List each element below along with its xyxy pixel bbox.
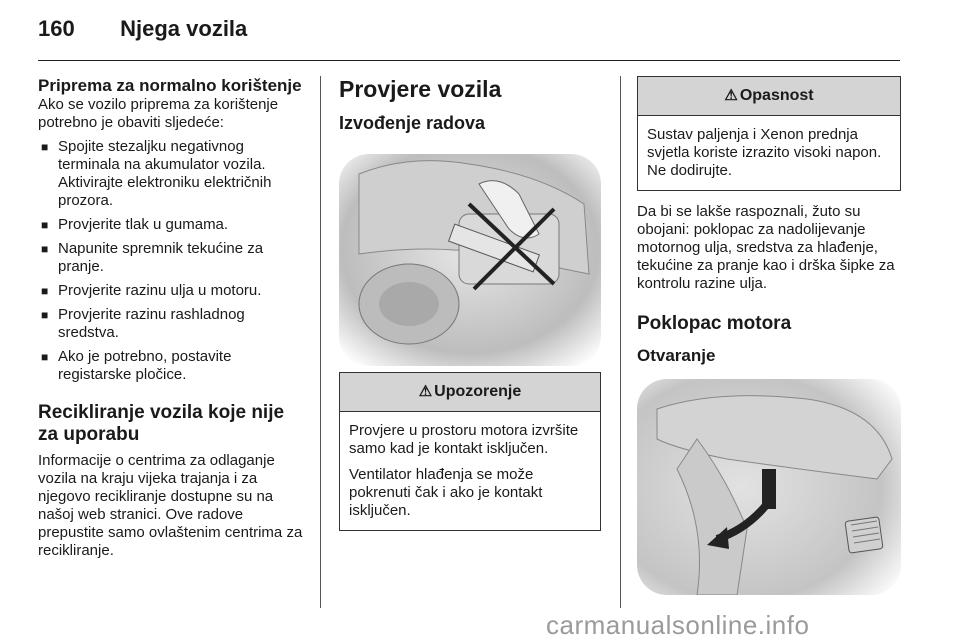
watermark: carmanualsonline.info <box>546 610 810 640</box>
section-title-vehicle-checks: Provjere vozila <box>339 76 502 102</box>
section-title-hood: Poklopac motora <box>637 313 792 334</box>
engine-bay-image <box>339 154 601 366</box>
column-divider <box>620 76 621 608</box>
warning-text: Ventilator hlađenja se može pokrenuti čak i ako je kontakt isključen. <box>349 466 543 519</box>
section-heading-recycling: Recikliranje vozila koje nije za uporabu <box>38 402 285 445</box>
column-3 <box>637 76 901 595</box>
checklist <box>38 138 306 384</box>
danger-heading: Opasnost <box>739 87 814 104</box>
list-item: ■ Provjerite razinu ulja u motoru. <box>38 282 306 300</box>
subsection-title: Izvođenje radova <box>339 113 486 133</box>
list-item: ■ Napunite spremnik tekućine za pranje. <box>38 240 306 276</box>
column-divider <box>320 76 321 608</box>
danger-text: Sustav paljenja i Xenon prednja svjetla koriste izrazito visoki napon. Ne dodirujte. <box>647 126 882 179</box>
warning-box-body <box>340 412 600 530</box>
page-header <box>38 16 247 42</box>
hood-release-image <box>637 379 901 595</box>
page-title: Njega vozila <box>120 16 248 41</box>
list-item: ■ Ako je potrebno, postavite registarske pločice. <box>38 348 306 384</box>
hood-release-illustration <box>637 379 901 595</box>
warning-box-header <box>340 373 600 412</box>
list-item: ■ Provjerite tlak u gumama. <box>38 216 306 234</box>
section-heading-preparation: Priprema za normalno korištenje <box>38 76 302 95</box>
color-coding-text: Da bi se lakše raspoznali, žuto su obojani: poklopac za nadolijevanje motornog ulja, sredstva za hlađenje, tekućine za pranje kao i drška šipke za kontrolu razine ulja. <box>637 203 895 292</box>
header-rule <box>38 60 900 61</box>
engine-bay-illustration <box>339 154 601 366</box>
warning-heading: Upozorenje <box>434 383 522 400</box>
warning-triangle-icon: ⚠ <box>418 383 433 400</box>
subsection-title-opening: Otvaranje <box>637 346 716 365</box>
warning-triangle-icon: ⚠ <box>724 87 738 104</box>
danger-box <box>637 76 901 191</box>
page-number: 160 <box>38 16 75 41</box>
column-2 <box>339 76 601 531</box>
danger-box-body <box>638 116 900 190</box>
list-item: ■ Provjerite razinu rashladnog sredstva. <box>38 306 306 342</box>
recycling-text: Informacije o centrima za odlaganje vozila na kraju vijeka trajanja i za njegovo recikliranje dostupne su na našoj web stranici. Ove radove prepustite samo ovlaštenim centrima za recikliranje. <box>38 452 303 559</box>
warning-text: Provjere u prostoru motora izvršite samo kad je kontakt isključen. <box>349 422 579 457</box>
danger-box-header <box>638 77 900 116</box>
warning-box <box>339 372 601 531</box>
section-intro: Ako se vozilo priprema za korištenje potrebno je obaviti sljedeće: <box>38 96 279 131</box>
column-1 <box>38 76 306 560</box>
list-item: ■ Spojite stezaljku negativnog terminala na akumulator vozila. Aktivirajte elektroniku električnih prozora. <box>38 138 306 210</box>
